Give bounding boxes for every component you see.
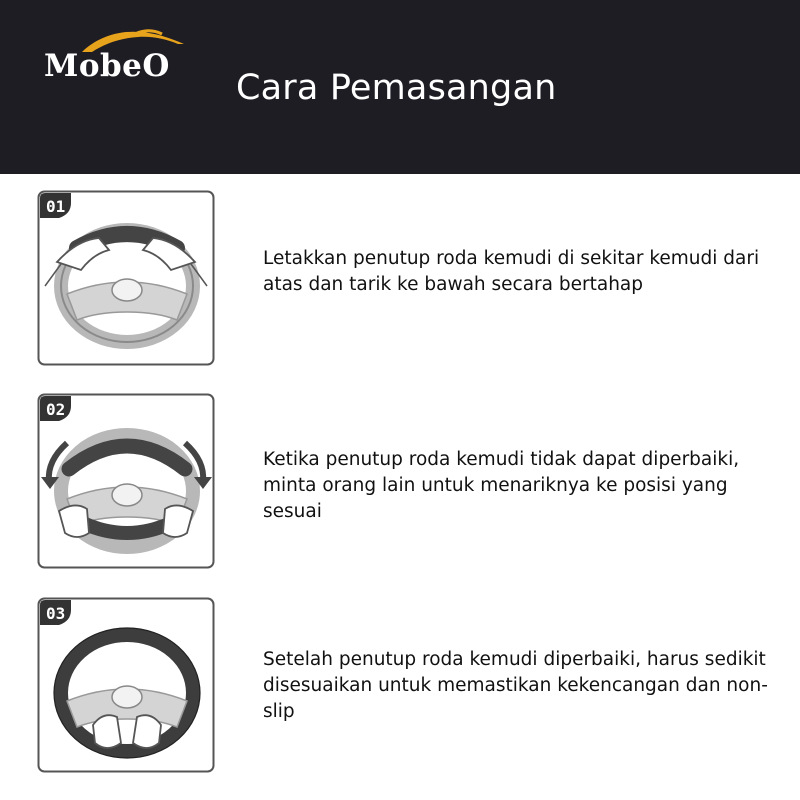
page-title: Cara Pemasangan [236,68,557,108]
steering-wheel-hands-top-icon [37,190,215,366]
steering-wheel-pull-down-icon [37,393,215,569]
brand-logo [44,26,194,88]
logo-text: MobeO [44,48,170,84]
step-1-text: Letakkan penutup roda kemudi di sekitar kemudi dari atas dan tarik ke bawah secara bertahap [263,248,760,295]
step-2-text: Ketika penutup roda kemudi tidak dapat diperbaiki, minta orang lain untuk menariknya ke posisi yang sesuai [263,449,740,522]
step-2-image [37,393,215,569]
step-number: 03 [46,604,66,623]
steering-wheel-hands-bottom-icon [37,597,215,773]
step-number: 02 [46,400,66,419]
step-3-text: Setelah penutup roda kemudi diperbaiki, harus sedikit disesuaikan untuk memastikan kekencangan dan non-slip [263,649,768,722]
step-number: 01 [46,197,66,216]
step-1-image [37,190,215,366]
header-banner [0,0,800,174]
step-3-image [37,597,215,773]
